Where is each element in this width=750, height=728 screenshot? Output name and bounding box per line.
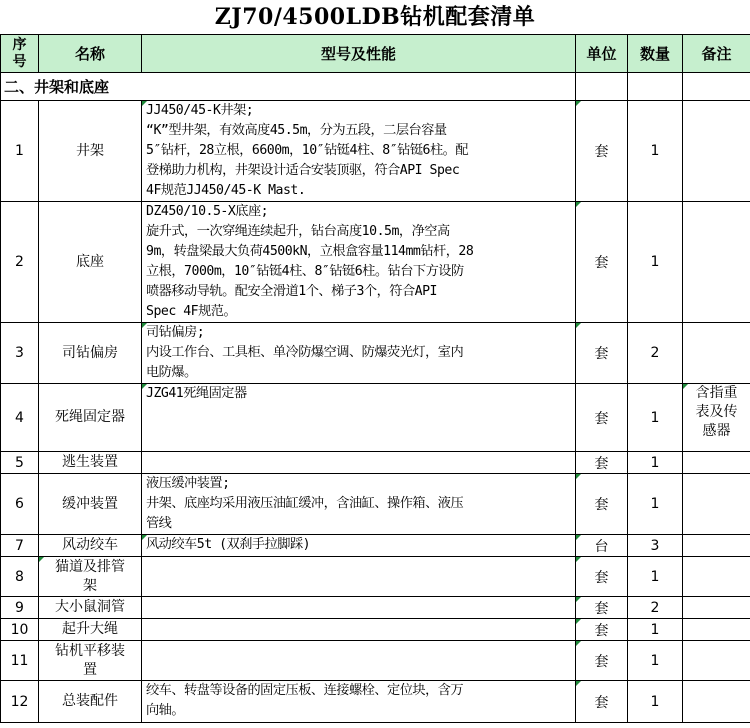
row-name-cell: 逃生装置 [39,452,142,474]
row-qty-cell: 1 [628,384,683,452]
section-empty-cell [576,73,628,101]
row-seq-cell: 3 [1,323,39,384]
row-spec-cell [142,641,576,681]
row-seq-cell: 11 [1,641,39,681]
row-note-cell [683,202,750,323]
header-qty: 数量 [628,35,683,73]
row-spec-cell [142,619,576,641]
row-qty-cell: 1 [628,641,683,681]
table-row [1,384,750,452]
row-name-cell: 缓冲装置 [39,474,142,535]
section-empty-cell [683,73,750,101]
header-seq: 序 号 [1,35,39,73]
row-seq-cell: 6 [1,474,39,535]
row-seq-cell: 9 [1,597,39,619]
row-unit-cell: 套 [576,597,628,619]
row-name-cell: 底座 [39,202,142,323]
row-seq-cell: 5 [1,452,39,474]
row-seq-cell: 8 [1,557,39,597]
table-row [1,452,750,474]
row-spec-cell: 液压缓冲装置; 井架、底座均采用液压油缸缓冲，含油缸、操作箱、液压 管线 [142,474,576,535]
row-unit-cell: 套 [576,452,628,474]
row-note-cell [683,101,750,202]
row-spec-cell: 司钻偏房; 内设工作台、工具柜、单冷防爆空调、防爆荧光灯，室内 电防爆。 [142,323,576,384]
row-qty-cell: 1 [628,452,683,474]
row-note-cell: 含指重 表及传 感器 [683,384,750,452]
table-row [1,641,750,681]
row-unit-cell: 套 [576,557,628,597]
row-unit-cell: 套 [576,681,628,723]
row-seq-cell: 2 [1,202,39,323]
row-spec-cell: 风动绞车5t (双刹手拉脚踩) [142,535,576,557]
row-qty-cell: 2 [628,323,683,384]
section-empty-cell [628,73,683,101]
row-unit-cell: 套 [576,619,628,641]
row-qty-cell: 1 [628,202,683,323]
row-seq-cell: 12 [1,681,39,723]
row-spec-cell: JJ450/45-K井架; “K”型井架，有效高度45.5m，分为五段，二层台容量 5″钻杆，28立根，6600m，10″钻铤4柱、8″钻铤6柱。配 登梯助力机构，井架设计适合安装顶驱，符合API Spec 4F规范JJ450/45-K Mast. [142,101,576,202]
table-row [1,619,750,641]
header-spec: 型号及性能 [142,35,576,73]
row-spec-cell: JZG41死绳固定器 [142,384,576,452]
row-qty-cell: 2 [628,597,683,619]
header-row [1,35,750,73]
row-seq-cell: 7 [1,535,39,557]
table-row [1,101,750,202]
row-note-cell [683,681,750,723]
table-row [1,535,750,557]
row-qty-cell: 3 [628,535,683,557]
section-row [1,73,750,101]
row-name-cell: 风动绞车 [39,535,142,557]
row-seq-cell: 1 [1,101,39,202]
row-note-cell [683,619,750,641]
header-note: 备注 [683,35,750,73]
row-name-cell: 大小鼠洞管 [39,597,142,619]
row-unit-cell: 套 [576,101,628,202]
row-qty-cell: 1 [628,557,683,597]
row-qty-cell: 1 [628,101,683,202]
row-name-cell: 猫道及排管 架 [39,557,142,597]
row-spec-cell: 绞车、转盘等设备的固定压板、连接螺栓、定位块，含万 向轴。 [142,681,576,723]
table-row [1,323,750,384]
table-row [1,681,750,723]
header-unit: 单位 [576,35,628,73]
row-unit-cell: 套 [576,474,628,535]
row-note-cell [683,535,750,557]
row-qty-cell: 1 [628,681,683,723]
row-name-cell: 死绳固定器 [39,384,142,452]
row-note-cell [683,323,750,384]
row-name-cell: 司钻偏房 [39,323,142,384]
section-title: 二、井架和底座 [1,73,576,101]
row-qty-cell: 1 [628,474,683,535]
row-note-cell [683,452,750,474]
equipment-table [0,34,750,723]
row-name-cell: 钻机平移装 置 [39,641,142,681]
row-seq-cell: 4 [1,384,39,452]
row-seq-cell: 10 [1,619,39,641]
document-title: ZJ70/4500LDB钻机配套清单 [214,4,536,30]
row-qty-cell: 1 [628,619,683,641]
row-spec-cell [142,557,576,597]
row-unit-cell: 套 [576,323,628,384]
row-name-cell: 起升大绳 [39,619,142,641]
table-row [1,597,750,619]
row-unit-cell: 套 [576,202,628,323]
row-unit-cell: 套 [576,384,628,452]
row-note-cell [683,557,750,597]
table-row [1,474,750,535]
row-name-cell: 井架 [39,101,142,202]
row-unit-cell: 套 [576,641,628,681]
table-row [1,557,750,597]
row-spec-cell [142,597,576,619]
row-note-cell [683,641,750,681]
row-note-cell [683,474,750,535]
row-note-cell [683,597,750,619]
row-unit-cell: 台 [576,535,628,557]
row-spec-cell [142,452,576,474]
row-name-cell: 总装配件 [39,681,142,723]
header-name: 名称 [39,35,142,73]
row-spec-cell: DZ450/10.5-X底座; 旋升式，一次穿绳连续起升，钻台高度10.5m，净空高 9m，转盘梁最大负荷4500kN，立根盒容量114mm钻杆，28 立根，7000m，10″钻铤4柱、8″钻铤6柱。钻台下方设防 喷器移动导轨。配安全滑道1个、梯子3个，符合API Spec 4F规范。 [142,202,576,323]
table-row [1,202,750,323]
